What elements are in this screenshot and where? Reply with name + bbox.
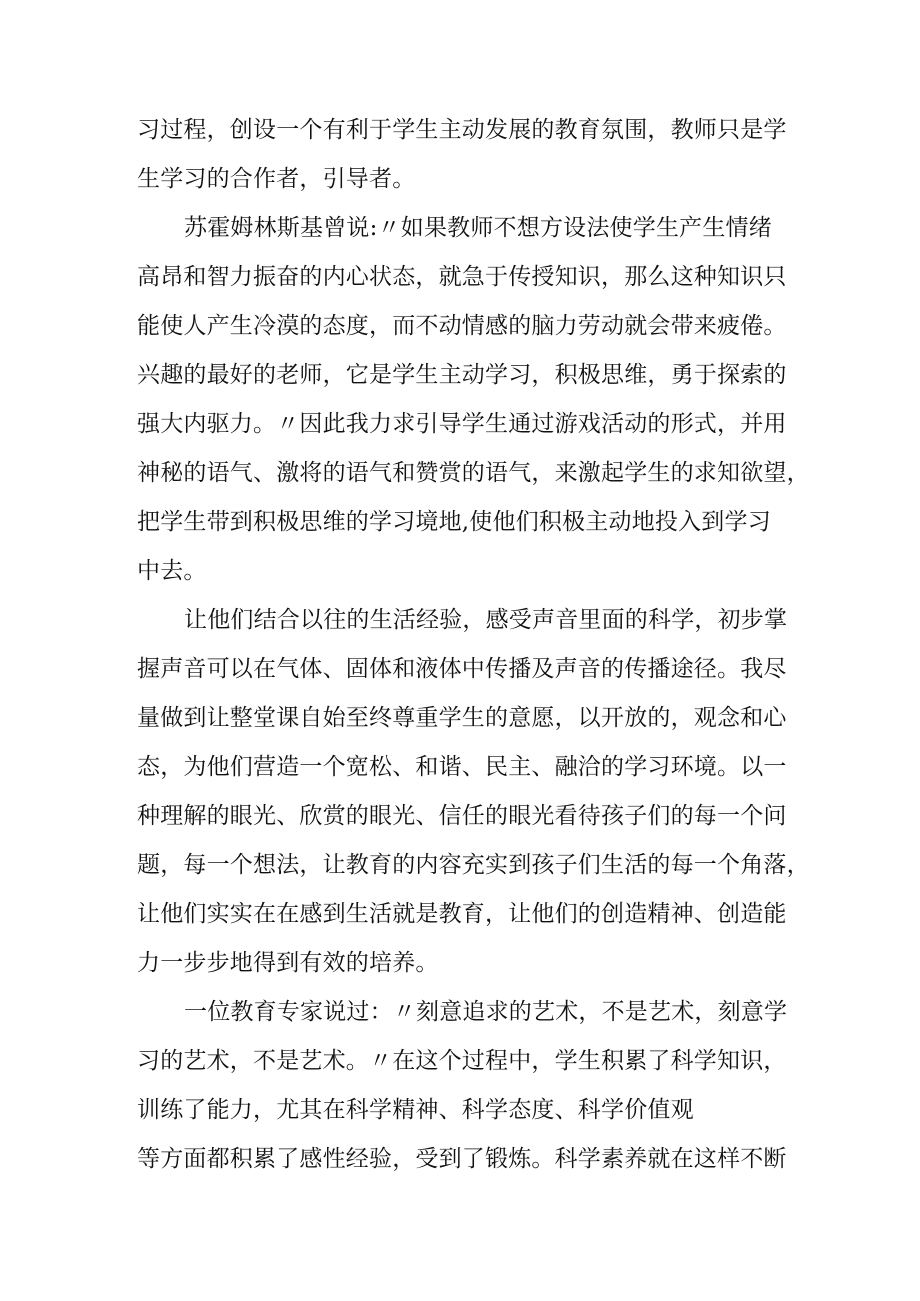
text-line: 量做到让整堂课自始至终尊重学生的意愿，以开放的，观念和心 (137, 705, 787, 731)
text-line: 训练了能力，尤其在科学精神、科学态度、科学价值观 (137, 1097, 694, 1123)
text-line: 生学习的合作者，引导者。 (137, 166, 416, 192)
text-line: 兴趣的最好的老师，它是学生主动学习，积极思维，勇于探索的 (137, 362, 787, 388)
text-line: 苏霍姆林斯基曾说:〃如果教师不想方设法使学生产生情绪 (184, 215, 772, 241)
text-line: 种理解的眼光、欣赏的眼光、信任的眼光看待孩子们的每一个问 (137, 803, 787, 829)
text-line: 握声音可以在气体、固体和液体中传播及声音的传播途径。我尽 (137, 656, 787, 682)
text-line: 等方面都积累了感性经验，受到了锻炼。科学素养就在这样不断 (137, 1146, 787, 1172)
text-line: 态，为他们营造一个宽松、和谐、民主、融洽的学习环境。以一 (137, 754, 787, 780)
text-line: 把学生带到积极思维的学习境地,使他们积极主动地投入到学习 (137, 509, 771, 535)
text-line: 习的艺术，不是艺术。〃在这个过程中，学生积累了科学知识， (137, 1048, 787, 1074)
text-line: 让他们结合以往的生活经验，感受声音里面的科学，初步掌 (184, 607, 788, 633)
text-line: 习过程，创设一个有利于学生主动发展的教育氛围，教师只是学 (137, 117, 787, 143)
text-line: 中去。 (137, 558, 207, 584)
text-line: 神秘的语气、激将的语气和赞赏的语气，来激起学生的求知欲望， (137, 460, 810, 486)
text-line: 高昂和智力振奋的内心状态，就急于传授知识，那么这种知识只 (137, 264, 787, 290)
text-line: 能使人产生冷漠的态度，而不动情感的脑力劳动就会带来疲倦。 (137, 313, 787, 339)
text-line: 力一步步地得到有效的培养。 (137, 950, 439, 976)
text-line: 题，每一个想法，让教育的内容充实到孩子们生活的每一个角落， (137, 852, 810, 878)
text-line: 强大内驱力。〃因此我力求引导学生通过游戏活动的形式，并用 (137, 411, 787, 437)
text-line: 让他们实实在在感到生活就是教育，让他们的创造精神、创造能 (137, 901, 787, 927)
text-line: 一位教育专家说过：〃刻意追求的艺术，不是艺术，刻意学 (184, 999, 788, 1025)
